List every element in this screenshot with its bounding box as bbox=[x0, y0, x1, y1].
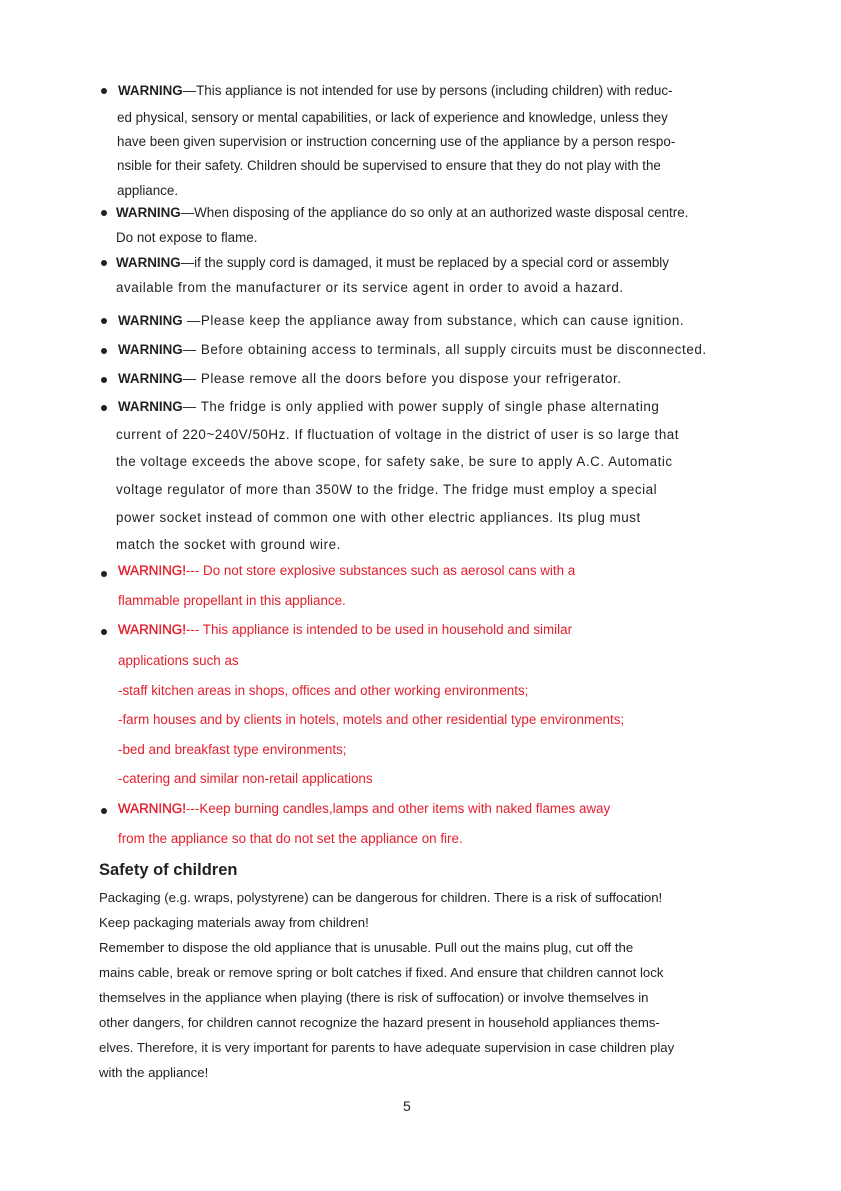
bullet-icon bbox=[101, 377, 107, 383]
warning-line bbox=[118, 342, 707, 357]
paragraph-line: with the appliance! bbox=[99, 1065, 209, 1080]
paragraph-line: elves. Therefore, it is very important for parents to have adequate supervision in case children play bbox=[99, 1040, 675, 1055]
warning-line bbox=[118, 399, 659, 414]
warning-text: voltage regulator of more than 350W to the fridge. The fridge must employ a special bbox=[116, 482, 658, 497]
bullet-icon bbox=[101, 571, 107, 577]
warning-line bbox=[118, 371, 622, 386]
warning-text: -farm houses and by clients in hotels, motels and other residential type environments; bbox=[118, 712, 625, 727]
warning-text: — The fridge is only applied with power supply of single phase alternating bbox=[182, 399, 660, 414]
warning-text: available from the manufacturer or its service agent in order to avoid a hazard. bbox=[116, 280, 624, 295]
warning-text: from the appliance so that do not set the appliance on fire. bbox=[118, 831, 463, 846]
warning-text: ---Keep burning candles,lamps and other items with naked flames away bbox=[185, 801, 611, 816]
warning-label: WARNING bbox=[118, 342, 183, 357]
warning-line bbox=[118, 801, 610, 816]
warning-text: — Please remove all the doors before you dispose your refrigerator. bbox=[182, 371, 622, 386]
warning-label: WARNING bbox=[116, 205, 181, 220]
warning-label: WARNING bbox=[118, 83, 183, 98]
warning-text: — Before obtaining access to terminals, all supply circuits must be disconnected. bbox=[182, 342, 707, 357]
warning-text: applications such as bbox=[118, 653, 239, 668]
warning-label: WARNING bbox=[118, 399, 183, 414]
page-number: 5 bbox=[403, 1098, 411, 1114]
bullet-icon bbox=[101, 318, 107, 324]
bullet-icon bbox=[101, 88, 107, 94]
bullet-icon bbox=[101, 629, 107, 635]
warning-text: -bed and breakfast type environments; bbox=[118, 742, 347, 757]
bullet-icon bbox=[101, 808, 107, 814]
warning-text: —if the supply cord is damaged, it must be replaced by a special cord or assembly bbox=[180, 255, 669, 270]
bullet-icon bbox=[101, 260, 107, 266]
warning-text: —When disposing of the appliance do so only at an authorized waste disposal centre. bbox=[180, 205, 689, 220]
warning-text: power socket instead of common one with other electric appliances. Its plug must bbox=[116, 510, 641, 525]
warning-text: -staff kitchen areas in shops, offices and other working environments; bbox=[118, 683, 529, 698]
warning-text: ed physical, sensory or mental capabilities, or lack of experience and knowledge, unless they bbox=[117, 110, 668, 125]
warning-text: --- This appliance is intended to be used in household and similar bbox=[185, 622, 573, 637]
warning-text: --- Do not store explosive substances such as aerosol cans with a bbox=[185, 563, 576, 578]
paragraph-line: themselves in the appliance when playing (there is risk of suffocation) or involve themselves in bbox=[99, 990, 649, 1005]
warning-line bbox=[116, 205, 688, 220]
warning-text: —Please keep the appliance away from substance, which can cause ignition. bbox=[182, 313, 685, 328]
warning-text: flammable propellant in this appliance. bbox=[118, 593, 346, 608]
paragraph-line: Remember to dispose the old appliance that is unusable. Pull out the mains plug, cut off the bbox=[99, 940, 634, 955]
warning-label: WARNING bbox=[118, 313, 183, 328]
warning-text: have been given supervision or instruction concerning use of the appliance by a person respo- bbox=[117, 134, 676, 149]
warning-text: appliance. bbox=[117, 183, 179, 198]
bullet-icon bbox=[101, 405, 107, 411]
warning-label: WARNING! bbox=[118, 801, 186, 816]
bullet-icon bbox=[101, 348, 107, 354]
warning-line bbox=[116, 255, 669, 270]
warning-text: —This appliance is not intended for use by persons (including children) with reduc- bbox=[182, 83, 673, 98]
warning-label: WARNING bbox=[116, 255, 181, 270]
warning-text: the voltage exceeds the above scope, for safety sake, be sure to apply A.C. Automatic bbox=[116, 454, 673, 469]
section-heading: Safety of children bbox=[99, 861, 238, 879]
paragraph-line: mains cable, break or remove spring or bolt catches if fixed. And ensure that children cannot lock bbox=[99, 965, 664, 980]
warning-text: current of 220~240V/50Hz. If fluctuation of voltage in the district of user is so large that bbox=[116, 427, 680, 442]
paragraph-line: Packaging (e.g. wraps, polystyrene) can be dangerous for children. There is a risk of suffocation! bbox=[99, 890, 663, 905]
warning-line bbox=[118, 83, 672, 98]
warning-label: WARNING bbox=[118, 371, 183, 386]
warning-text: nsible for their safety. Children should be supervised to ensure that they do not play with the bbox=[117, 158, 661, 173]
paragraph-line: other dangers, for children cannot recognize the hazard present in household appliances thems- bbox=[99, 1015, 660, 1030]
warning-text: match the socket with ground wire. bbox=[116, 537, 341, 552]
warning-line bbox=[118, 563, 575, 578]
bullet-icon bbox=[101, 210, 107, 216]
warning-label: WARNING! bbox=[118, 563, 186, 578]
warning-label: WARNING! bbox=[118, 622, 186, 637]
warning-text: Do not expose to flame. bbox=[116, 230, 258, 245]
warning-text: -catering and similar non-retail applications bbox=[118, 771, 373, 786]
warning-line bbox=[118, 313, 684, 328]
paragraph-line: Keep packaging materials away from children! bbox=[99, 915, 369, 930]
warning-line bbox=[118, 622, 572, 637]
